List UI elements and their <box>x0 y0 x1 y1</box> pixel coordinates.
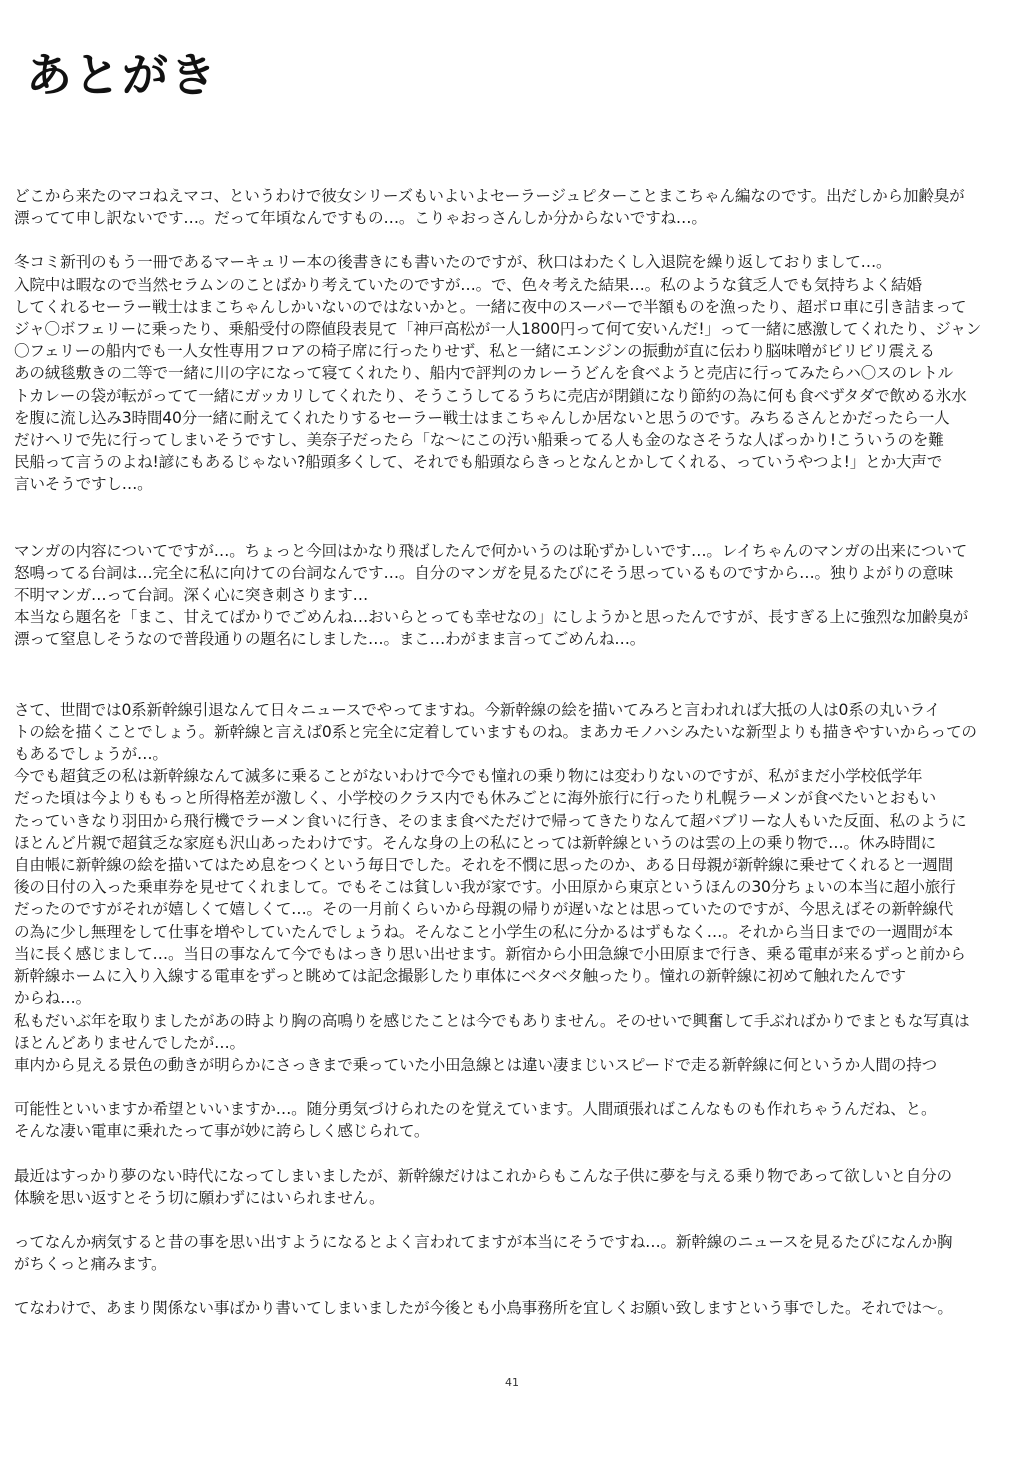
afterword-body <box>14 185 1014 1320</box>
text-line: してくれるセーラー戦士はまこちゃんしかいないのではないかと。一緒に夜中のスーパーで半額ものを漁ったり、超ボロ車に引き詰まって <box>14 297 967 316</box>
text-line: 私もだいぶ年を取りましたがあの時より胸の高鳴りを感じたことは今でもありません。そのせいで興奮して手ぶればかりでまともな写真は <box>14 1011 970 1030</box>
text-line: 可能性といいますか希望といいますか…。随分勇気づけられたのを覚えています。人間頑張ればこんなものも作れちゃうんだね、と。 <box>14 1100 937 1119</box>
text-line: ってなんか病気すると昔の事を思い出すようになるとよく言われてますが本当にそうですね…。新幹線のニュースを見るたびになんか胸 <box>14 1232 953 1251</box>
text-line: 入院中は暇なので当然セラムンのことばかり考えていたのですが…。で、色々考えた結果…。私のような貧乏人でも気持ちよく結婚 <box>14 275 922 294</box>
paragraph-gap <box>14 229 1014 251</box>
text-line: だけヘリで先に行ってしまいそうですし、美奈子だったら「な〜にこの汚い船乗ってる人も金のなさそうな人ばっかり!こういうのを難 <box>14 431 944 450</box>
text-line: 当に長く感じまして…。当日の事なんて今でもはっきり思い出せます。新宿から小田急線で小田原まで行き、乗る電車が来るずっと前から <box>14 944 966 963</box>
paragraph-gap <box>14 1209 1014 1231</box>
paragraph-manga <box>14 540 1014 651</box>
text-line: を腹に流し込み3時間40分一緒に耐えてくれたりするセーラー戦士はまこちゃんしか居ないと思うのです。みちるさんとかだったら一人 <box>14 408 950 427</box>
text-line: 本当なら題名を「まこ、甘えてばかりでごめんね…おいらとっても幸せなの」にしようかと思ったんですが、長すぎる上に強烈な加齢臭が <box>14 608 969 627</box>
paragraph-gap <box>14 496 1014 540</box>
paragraph-dreams <box>14 1165 1014 1209</box>
text-line: だった頃は今よりももっと所得格差が激しく、小学校のクラス内でも休みごとに海外旅行に行ったり札幌ラーメンが食べたいとおもい <box>14 789 937 808</box>
text-line: マンガの内容についてですが…。ちょっと今回はかなり飛ばしたんで何かいうのは恥ずかしいです…。レイちゃんのマンガの出来について <box>14 541 968 560</box>
text-line: 言いそうですし…。 <box>14 475 153 494</box>
text-line: の為に少し無理をして仕事を増やしていたんでしょうね。そんなこと小学生の私に分かるはずもなく…。それから当日までの一週間が本 <box>14 922 954 941</box>
text-line: 車内から見える景色の動きが明らかにさっきまで乗っていた小田急線とは違い凄まじいスピードで走る新幹線に何というか人間の持つ <box>14 1055 938 1074</box>
text-line: どこから来たのマコねえマコ、というわけで彼女シリーズもいよいよセーラージュピターことまこちゃん編なのです。出だしから加齢臭が <box>14 187 965 205</box>
text-line: 体験を思い返すとそう切に願わずにはいられません。 <box>14 1188 385 1207</box>
page-title: あとがき <box>26 48 218 102</box>
paragraph-ferry <box>14 251 1014 495</box>
text-line: だったのですがそれが嬉しくて嬉しくて…。その一月前くらいから母親の帰りが遅いなとは思っていたのですが、今思えばその新幹線代 <box>14 900 954 919</box>
text-line: てなわけで、あまり関係ない事ばかり書いてしまいましたが今後とも小鳥事務所を宜しくお願い致しますという事でした。それでは〜。 <box>14 1299 953 1318</box>
paragraph-gap <box>14 1143 1014 1165</box>
text-line: 〇フェリーの船内でも一人女性専用フロアの椅子席に行ったりせず、私と一緒にエンジンの振動が直に伝わり脳味噌がビリビリ震える <box>14 342 935 361</box>
text-line: 冬コミ新刊のもう一冊であるマーキュリー本の後書きにも書いたのですが、秋口はわたくし入退院を繰り返しておりまして…。 <box>14 253 892 272</box>
text-line: 新幹線ホームに入り入線する電車をずっと眺めては記念撮影したり車体にベタベタ触ったり。憧れの新幹線に初めて触れたんです <box>14 967 906 986</box>
text-line: からね…。 <box>14 989 91 1008</box>
text-line: 漂って窒息しそうなので普段通りの題名にしました…。まこ…わがまま言ってごめんね…。 <box>14 630 646 649</box>
text-line: さて、世間では0系新幹線引退なんて日々ニュースでやってますね。今新幹線の絵を描いてみろと言われれば大抵の人は0系の丸いライ <box>14 700 941 719</box>
page-number: 41 <box>505 1376 519 1389</box>
text-line: がちくっと痛みます。 <box>14 1255 167 1274</box>
text-line: 今でも超貧乏の私は新幹線なんて滅多に乗ることがないわけで今でも憧れの乗り物には変わりないのですが、私がまだ小学校低学年 <box>14 767 923 786</box>
text-line: 怒鳴ってる台詞は…完全に私に向けての台詞なんです…。自分のマンガを見るたびにそう思っているものですから…。独りよがりの意味 <box>14 563 954 582</box>
text-line: ほとんど片親で超貧乏な家庭も沢山あったわけです。そんな身の上の私にとっては新幹線というのは雲の上の乗り物で…。休み時間に <box>14 833 936 852</box>
paragraph-hope <box>14 1098 1014 1142</box>
text-line: たっていきなり羽田から飛行機でラーメン食いに行き、そのまま食べただけで帰ってきたりなんて超バブリーな人もいた反面、私のように <box>14 811 967 830</box>
text-line: 不明マンガ…って台詞。深く心に突き刺さります… <box>14 586 369 605</box>
text-line: 最近はすっかり夢のない時代になってしまいましたが、新幹線だけはこれからもこんな子供に夢を与える乗り物であって欲しいと自分の <box>14 1166 952 1185</box>
text-line: もあるでしょうが…。 <box>14 745 168 764</box>
paragraph-closing <box>14 1297 1014 1319</box>
paragraph-gap <box>14 1275 1014 1297</box>
paragraph-intro <box>14 185 1014 229</box>
text-line: 民船って言うのよね!諺にもあるじゃない?船頭多くして、それでも船頭ならきっとなんとかしてくれる、っていうやつよ!」とか大声で <box>14 453 943 472</box>
text-line: トの絵を描くことでしょう。新幹線と言えば0系と完全に定着していますものね。まあカモノハシみたいな新型よりも描きやすいからっての <box>14 722 977 741</box>
text-line: そんな凄い電車に乗れたって事が妙に誇らしく感じられて。 <box>14 1122 430 1141</box>
text-line: 漂ってて申し訳ないです…。だって年頃なんですもの…。こりゃおっさんしか分からないですね…。 <box>14 209 707 228</box>
paragraph-gap <box>14 651 1014 699</box>
paragraph-shinkansen <box>14 699 1014 1076</box>
paragraph-illness <box>14 1231 1014 1275</box>
text-line: あの絨毯敷きの二等で一緒に川の字になって寝てくれたり、船内で評判のカレーうどんを食べようと売店に行ってみたらハ〇スのレトル <box>14 364 954 383</box>
text-line: ほとんどありませんでしたが…。 <box>14 1033 245 1052</box>
text-line: トカレーの袋が転がってて一緒にガッカリしてくれたり、そうこうしてるうちに売店が閉鎖になり節約の為に何も食べずタダで飲める氷水 <box>14 386 967 405</box>
text-line: 自由帳に新幹線の絵を描いてはため息をつくという毎日でした。それを不憫に思ったのか、ある日母親が新幹線に乗せてくれると一週間 <box>14 856 954 875</box>
text-line: 後の日付の入った乗車券を見せてくれまして。でもそこは貧しい我が家です。小田原から東京というほんの30分ちょいの本当に超小旅行 <box>14 878 956 897</box>
paragraph-gap <box>14 1076 1014 1098</box>
text-line: ジャ〇ボフェリーに乗ったり、乗船受付の際値段表見て「神戸高松が一人1800円って何て安いんだ!」って一緒に感激してくれたり、ジャン <box>14 320 982 339</box>
